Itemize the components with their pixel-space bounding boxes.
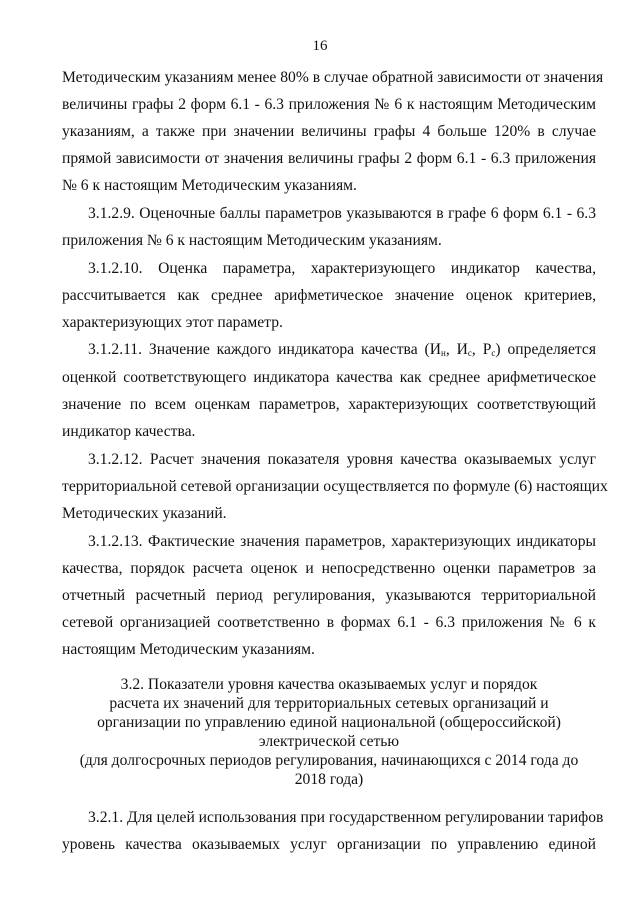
section-heading-line: (для долгосрочных периодов регулирования, начинающихся с 2014 года до xyxy=(79,752,579,769)
paragraph-line: 3.1.2.12. Расчет значения показателя уровня качества оказываемых услуг xyxy=(88,451,596,468)
formula-text: ) определяется xyxy=(495,341,596,358)
paragraph-line: № 6 к настоящим Методическим указаниям. xyxy=(62,177,357,194)
paragraph-line: настоящим Методическим указаниям. xyxy=(62,641,315,658)
paragraph-line: характеризующих этот параметр. xyxy=(62,314,283,331)
paragraph-line: значение по всем оценкам параметров, характеризующих соответствующий xyxy=(62,396,596,413)
section-heading-line: расчета их значений для территориальных сетевых организаций и xyxy=(109,695,549,712)
section-heading-line: 3.2. Показатели уровня качества оказываемых услуг и порядок xyxy=(120,676,538,693)
paragraph-line: рассчитывается как среднее арифметическое значение оценок критериев, xyxy=(62,287,596,304)
paragraph-line: 3.1.2.13. Фактические значения параметров, характеризующих индикаторы xyxy=(88,533,596,550)
formula-text: 3.1.2.11. Значение каждого индикатора качества (И xyxy=(88,341,441,358)
paragraph-line: 3.2.1. Для целей использования при государственном регулировании тарифов xyxy=(88,809,604,826)
formula-text: , Р xyxy=(471,341,492,358)
paragraph-line: указаниям, а также при значении величины графы 4 больше 120% в случае xyxy=(62,123,596,140)
subscript: с xyxy=(467,348,472,358)
formula-text: , И xyxy=(445,341,468,358)
paragraph-line: территориальной сетевой организации осуществляется по формуле (6) настоящих xyxy=(62,478,608,495)
paragraph-line: уровень качества оказываемых услуг организации по управлению единой xyxy=(62,836,596,853)
section-heading-line: 2018 года) xyxy=(294,771,364,788)
paragraph-line: отчетный расчетный период регулирования, указываются территориальной xyxy=(62,587,596,604)
paragraph-line: Методическим указаниям менее 80% в случае обратной зависимости от значения xyxy=(62,69,604,86)
paragraph-line: индикатор качества. xyxy=(62,423,196,440)
paragraph-line: Методических указаний. xyxy=(62,505,227,522)
paragraph-line: величины графы 2 форм 6.1 - 6.3 приложения № 6 к настоящим Методическим xyxy=(62,96,596,113)
section-heading-line: организации по управлению единой национальной (общероссийской) xyxy=(97,714,561,731)
subscript: с xyxy=(491,348,496,358)
paragraph-line: 3.1.2.10. Оценка параметра, характеризующего индикатор качества, xyxy=(88,260,596,277)
paragraph-line: качества, порядок расчета оценок и непосредственно оценки параметров за xyxy=(62,560,596,577)
subscript: н xyxy=(441,348,446,358)
paragraph-line: 3.1.2.9. Оценочные баллы параметров указываются в графе 6 форм 6.1 - 6.3 xyxy=(88,205,596,222)
page-number: 16 xyxy=(312,38,328,54)
paragraph-line: прямой зависимости от значения величины графы 2 форм 6.1 - 6.3 приложения xyxy=(62,150,596,167)
paragraph-line-formula xyxy=(88,340,596,363)
paragraph-line: сетевой организацией соответственно в формах 6.1 - 6.3 приложения № 6 к xyxy=(62,614,596,631)
section-heading-line: электрической сетью xyxy=(258,733,400,750)
paragraph-line: оценкой соответствующего индикатора качества как среднее арифметическое xyxy=(62,369,596,386)
paragraph-line: приложения № 6 к настоящим Методическим указаниям. xyxy=(62,232,442,249)
